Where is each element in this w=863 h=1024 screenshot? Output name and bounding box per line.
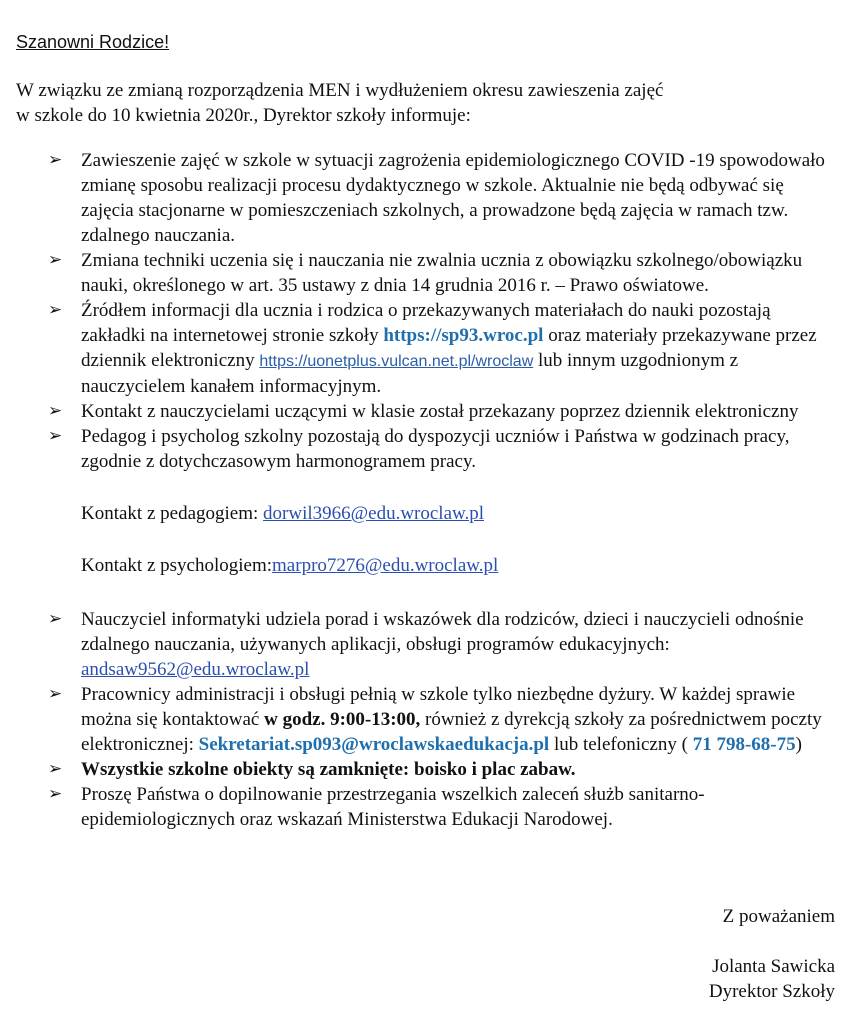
arrow-bullet-icon: ➢ xyxy=(48,684,63,704)
e-journal-link[interactable]: https://uonetplus.vulcan.net.pl/wroclaw xyxy=(259,353,534,370)
psychologist-email-link[interactable]: marpro7276@edu.wroclaw.pl xyxy=(272,555,499,576)
list-item-text: Źródłem informacji dla ucznia i rodzica o przekazywanych materiałach do nauki pozostają zakładki na internetowej stronie szkoły xyxy=(81,300,771,346)
arrow-bullet-icon: ➢ xyxy=(48,609,63,629)
greeting-heading: Szanowni Rodzice! xyxy=(16,32,170,52)
list-item-text: Nauczyciel informatyki udziela porad i wskazówek dla rodziców, dzieci i nauczycieli odnośnie zdalnego nauczania, używanych aplikacji, obsługi programów edukacyjnych: xyxy=(81,609,804,655)
closing-phrase: Z poważaniem xyxy=(722,906,835,927)
list-item-text: ) xyxy=(795,734,802,755)
arrow-bullet-icon: ➢ xyxy=(48,401,63,421)
intro-line-2: w szkole do 10 kwietnia 2020r., Dyrektor szkoły informuje: xyxy=(16,105,471,126)
list-item-facilities-closed xyxy=(48,757,838,782)
list-item-it-teacher xyxy=(48,607,838,682)
signatory-title: Dyrektor Szkoły xyxy=(708,981,835,1002)
arrow-bullet-icon: ➢ xyxy=(48,250,63,270)
pedagogue-contact-label: Kontakt z pedagogiem: xyxy=(81,503,264,524)
psychologist-contact xyxy=(81,553,838,578)
list-item-text: Kontakt z nauczycielami uczącymi w klasie został przekazany poprzez dziennik elektroniczny xyxy=(81,401,799,422)
signatory-name: Jolanta Sawicka xyxy=(712,956,835,977)
list-item-text: lub innym uzgodnionym z nauczycielem kanałem informacyjnym. xyxy=(81,350,739,397)
pedagogue-email-link[interactable]: dorwil3966@edu.wroclaw.pl xyxy=(263,503,485,524)
arrow-bullet-icon: ➢ xyxy=(48,150,63,170)
psychologist-contact-label: Kontakt z psychologiem: xyxy=(81,555,273,576)
list-item-administration xyxy=(48,682,838,757)
list-item-text: oraz materiały przekazywane przez dziennik elektroniczny xyxy=(81,325,817,371)
list-item-info-sources xyxy=(48,298,838,399)
list-item-text: Zmiana techniki uczenia się i nauczania nie zwalnia ucznia z obowiązku szkolnego/obowiązku nauki, określonego w art. 35 ustawy z dnia 14 grudnia 2016 r. – Prawo oświatowe. xyxy=(81,250,803,296)
list-item-text: Pedagog i psycholog szkolny pozostają do dyspozycji uczniów i Państwa w godzinach pracy, zgodnie z dotychczasowym harmonogramem pracy. xyxy=(81,426,790,472)
spacer xyxy=(81,578,838,607)
arrow-bullet-icon: ➢ xyxy=(48,426,63,446)
phone-number: 71 798-68-75 xyxy=(692,734,796,755)
list-item-suspension xyxy=(48,148,838,248)
list-item-sanitary-guidelines xyxy=(48,782,838,832)
list-item-text: Zawieszenie zajęć w szkole w sytuacji zagrożenia epidemiologicznego COVID -19 spowodowało zmianę sposobu realizacji procesu dydaktycznego w szkole. Aktualnie nie będą odbywać się zajęcia stacjonarne w pomieszczeniach szkolnych, a prowadzone będą zajęcia w ramach tzw. zdalnego nauczania. xyxy=(81,150,825,246)
intro-line-1: W związku ze zmianą rozporządzenia MEN i wydłużeniem okresu zawieszenia zajęć xyxy=(16,80,664,101)
secretariat-email-link[interactable]: Sekretariat.sp093@wroclawskaedukacja.pl xyxy=(198,734,550,755)
list-item-text: lub telefoniczny ( xyxy=(549,734,693,755)
arrow-bullet-icon: ➢ xyxy=(48,300,63,320)
list-item-text: Proszę Państwa o dopilnowanie przestrzegania wszelkich zaleceń służb sanitarno-epidemiologicznych oraz wskazań Ministerstwa Edukacji Narodowej. xyxy=(81,784,705,830)
list-item-text: Wszystkie szkolne obiekty są zamknięte: boisko i plac zabaw. xyxy=(81,759,576,780)
signature-block xyxy=(709,954,835,1004)
pedagogue-contact xyxy=(81,501,838,526)
list-item-text: również z dyrekcją szkoły za pośrednictwem poczty elektronicznej: xyxy=(81,709,822,755)
it-teacher-email-link[interactable]: andsaw9562@edu.wroclaw.pl xyxy=(81,659,310,680)
list-item-teacher-contact xyxy=(48,399,838,424)
intro-paragraph xyxy=(16,78,816,128)
list-item-text: Pracownicy administracji i obsługi pełnią w szkole tylko niezbędne dyżury. W każdej sprawie można się kontaktować xyxy=(81,684,796,730)
arrow-bullet-icon: ➢ xyxy=(48,784,63,804)
office-hours: w godz. 9:00-13:00, xyxy=(264,709,421,730)
bullet-list xyxy=(48,148,838,832)
list-item-obligation xyxy=(48,248,838,298)
list-item-pedagogue xyxy=(48,424,838,607)
arrow-bullet-icon: ➢ xyxy=(48,759,63,779)
school-website-link[interactable]: https://sp93.wroc.pl xyxy=(383,325,544,346)
